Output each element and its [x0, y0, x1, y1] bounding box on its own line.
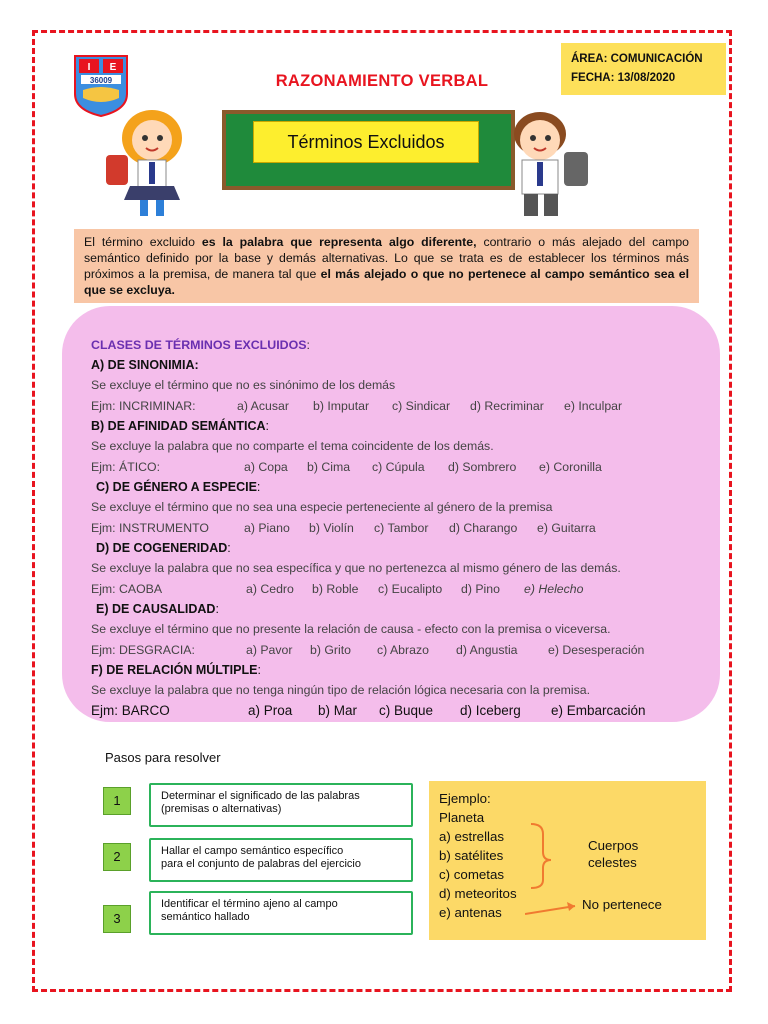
example-option: d) Sombrero — [448, 459, 517, 474]
example-option: c) Tambor — [374, 520, 429, 535]
group-label-line-1: Cuerpos — [588, 838, 639, 853]
example-option: c) Eucalipto — [378, 581, 443, 596]
example-option: b) Mar — [318, 702, 358, 718]
example-option: d) Recriminar — [470, 398, 544, 413]
step-number-1: 1 — [103, 787, 131, 815]
definition-paragraph — [74, 229, 699, 303]
colon: : — [257, 663, 261, 677]
class-example-a — [91, 396, 711, 417]
class-heading-b — [91, 416, 711, 436]
example-option: d) Iceberg — [460, 702, 521, 718]
brace-and-arrow — [525, 822, 585, 922]
def-bold-2: el más alejado o que no pertenece al campo semántico sea el que se excluya. — [84, 267, 689, 297]
step-number-2: 2 — [103, 843, 131, 871]
example-option: d) Pino — [461, 581, 500, 596]
classes-title — [91, 335, 711, 355]
class-example-f — [91, 701, 711, 722]
class-desc-b: Se excluye la palabra que no comparte el tema coincidente de los demás. — [91, 439, 494, 453]
example-option: e) Guitarra — [537, 520, 596, 535]
example-list-item: c) cometas — [439, 867, 505, 882]
example-word: Planeta — [439, 810, 485, 825]
svg-text:36009: 36009 — [89, 76, 113, 85]
example-premise: Ejm: BARCO — [91, 702, 170, 718]
classes-title-colon: : — [306, 338, 310, 352]
area-date-box — [561, 43, 726, 95]
svg-text:E: E — [109, 62, 117, 73]
class-heading-d-text: D) DE COGENERIDAD — [96, 541, 228, 555]
class-desc-e: Se excluye el término que no presente la relación de causa - efecto con la premisa o viceversa. — [91, 622, 611, 636]
example-option: a) Piano — [244, 520, 290, 535]
class-heading-e — [91, 599, 711, 619]
step-1-line-1: Determinar el significado de las palabras — [161, 790, 360, 802]
example-option: c) Sindicar — [392, 398, 451, 413]
example-option: a) Proa — [248, 702, 293, 718]
example-option: b) Imputar — [313, 398, 370, 413]
colon: : — [256, 480, 261, 494]
class-heading-c — [91, 477, 711, 497]
example-option: b) Violín — [309, 520, 354, 535]
step-1-line-2: (premisas o alternativas) — [161, 803, 282, 815]
example-option: e) Inculpar — [564, 398, 623, 413]
steps-title: Pasos para resolver — [105, 750, 221, 765]
example-list-item: a) estrellas — [439, 829, 505, 844]
example-premise: Ejm: ÁTICO: — [91, 459, 161, 474]
group-label-line-2: celestes — [588, 855, 637, 870]
girl-illustration — [100, 100, 210, 220]
class-desc-d: Se excluye la palabra que no sea específica y que no pertenezca al mismo género de las demás. — [91, 561, 621, 575]
class-heading-b-text: B) DE AFINIDAD SEMÁNTICA — [91, 419, 266, 433]
example-option-answer: e) Helecho — [524, 581, 584, 596]
group-label — [588, 837, 638, 871]
step-3-line-2: semántico hallado — [161, 911, 250, 923]
date-label: FECHA: 13/08/2020 — [571, 72, 676, 84]
step-3-line-1: Identificar el término ajeno al campo — [161, 898, 338, 910]
class-desc-c: Se excluye el término que no sea una especie perteneciente al género de la premisa — [91, 500, 553, 514]
example-option: a) Cedro — [246, 581, 294, 596]
example-premise: Ejm: INSTRUMENTO — [91, 520, 209, 535]
example-option: c) Cúpula — [372, 459, 425, 474]
class-heading-a: A) DE SINONIMIA: — [91, 358, 199, 372]
step-number-3: 3 — [103, 905, 131, 933]
class-example-e — [91, 640, 711, 661]
example-option: e) Desesperación — [548, 642, 645, 657]
example-option: a) Copa — [244, 459, 288, 474]
step-box-2 — [149, 838, 413, 882]
example-premise: Ejm: CAOBA — [91, 581, 163, 596]
class-desc-a: Se excluye el término que no es sinónimo de los demás — [91, 378, 396, 392]
def-bold-1: es la palabra que representa algo diferente, — [201, 235, 477, 249]
class-heading-c-text: C) DE GÉNERO A ESPECIE — [96, 480, 257, 494]
svg-text:I: I — [87, 62, 91, 73]
def-text-2: contrario o más alejado del campo semántico definido por la base y demás alternativas. Lo que se trata es de establecer los términos más próximos a la premisa, de manera tal que — [84, 235, 690, 281]
no-pertenece-label: No pertenece — [582, 897, 662, 912]
example-option: e) Coronilla — [539, 459, 602, 474]
board-title: Términos Excluidos — [253, 121, 479, 163]
brace-icon — [531, 824, 551, 888]
step-2-line-2: para el conjunto de palabras del ejercicio — [161, 858, 361, 870]
classes-title-text: CLASES DE TÉRMINOS EXCLUIDOS — [91, 338, 307, 352]
example-premise: Ejm: INCRIMINAR: — [91, 398, 196, 413]
class-example-b — [91, 457, 711, 478]
example-title: Ejemplo: — [439, 791, 491, 806]
classes-content — [91, 335, 711, 721]
example-option: b) Roble — [312, 581, 359, 596]
boy-illustration — [488, 100, 598, 220]
class-example-c — [91, 518, 711, 539]
example-option: c) Abrazo — [377, 642, 429, 657]
example-option: c) Buque — [379, 702, 434, 718]
step-2-line-1: Hallar el campo semántico específico — [161, 845, 344, 857]
example-option: d) Angustia — [456, 642, 518, 657]
example-option: b) Cima — [307, 459, 351, 474]
class-example-d — [91, 579, 711, 600]
colon: : — [265, 419, 270, 433]
step-box-3 — [149, 891, 413, 935]
class-desc-f: Se excluye la palabra que no tenga ningún tipo de relación lógica necesaria con la premisa. — [91, 683, 591, 697]
example-option: a) Pavor — [246, 642, 293, 657]
arrow-line-icon — [525, 906, 575, 914]
example-list-item: e) antenas — [439, 905, 502, 920]
class-heading-f-text: F) DE RELACIÓN MÚLTIPLE — [91, 663, 258, 677]
step-box-1 — [149, 783, 413, 827]
example-premise: Ejm: DESGRACIA: — [91, 642, 195, 657]
def-text-1: El término excluido — [84, 235, 202, 249]
example-option: a) Acusar — [237, 398, 289, 413]
example-option: d) Charango — [449, 520, 518, 535]
arrow-head-icon — [567, 902, 575, 911]
example-list-item: b) satélites — [439, 848, 504, 863]
class-heading-f — [91, 660, 711, 680]
colon: : — [227, 541, 231, 555]
area-label: ÁREA: COMUNICACIÓN — [571, 53, 703, 65]
page-title: RAZONAMIENTO VERBAL — [275, 72, 489, 90]
example-option: b) Grito — [310, 642, 351, 657]
example-list-item: d) meteoritos — [439, 886, 517, 901]
colon: : — [215, 602, 219, 616]
example-option: e) Embarcación — [551, 702, 646, 718]
class-heading-e-text: E) DE CAUSALIDAD — [96, 602, 216, 616]
class-heading-d — [91, 538, 711, 558]
